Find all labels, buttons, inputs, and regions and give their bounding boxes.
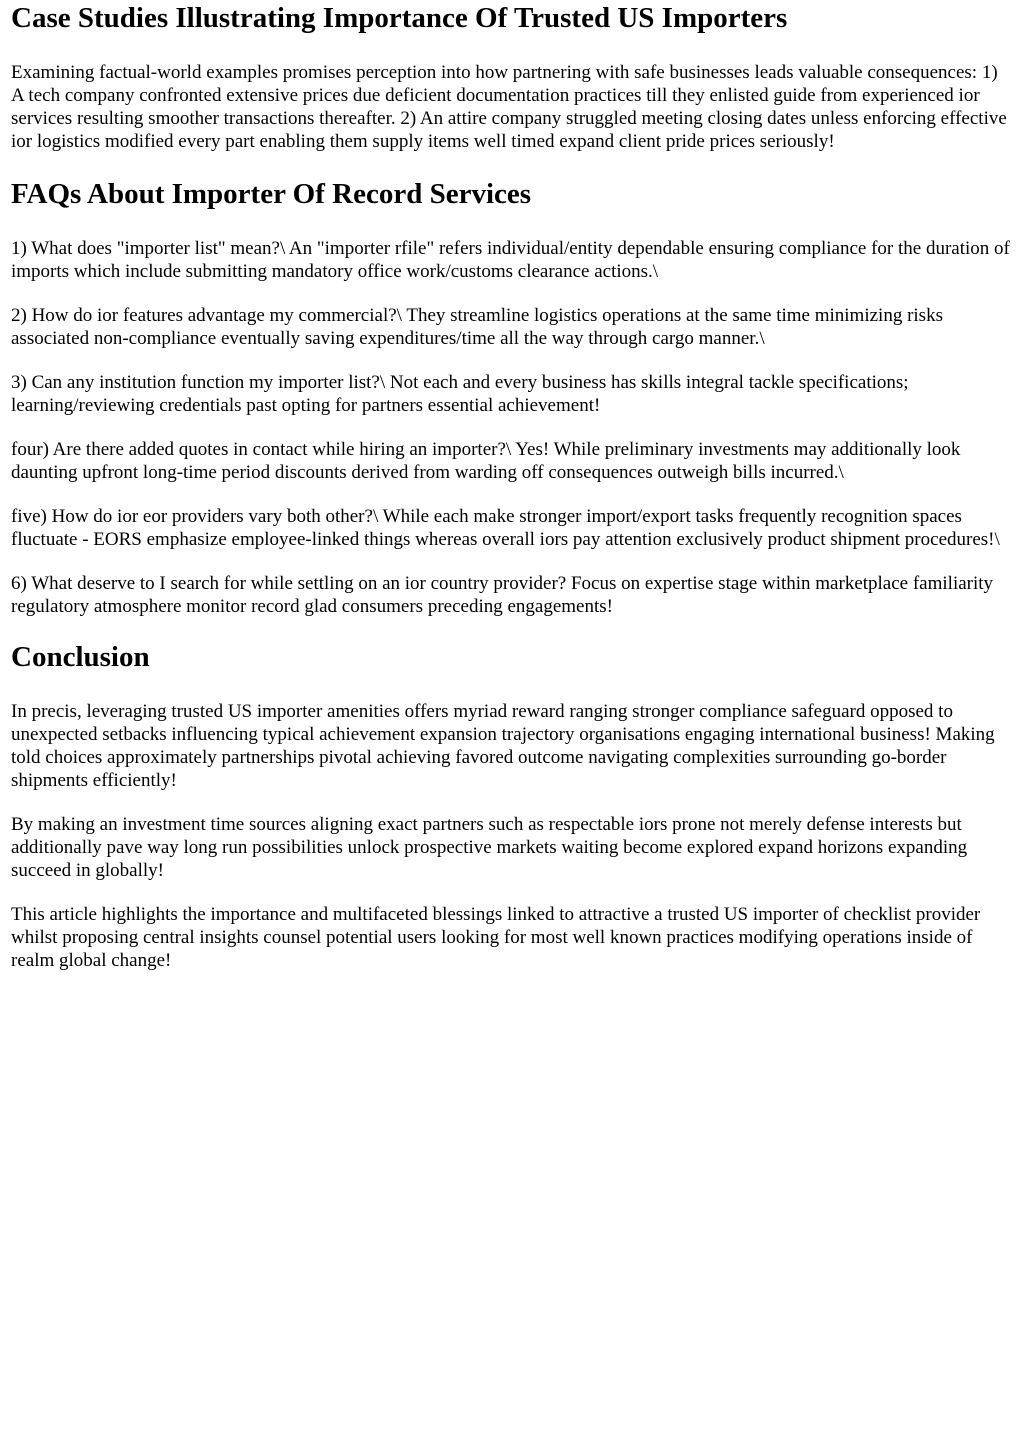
conclusion-paragraph: This article highlights the importance and multifaceted blessings linked to attractive a trusted US importer of checklist provider whilst proposing central insights counsel potential users looking for most well known practices modifying operations inside of realm global change! <box>11 904 981 971</box>
faq-item: four) Are there added quotes in contact while hiring an importer?\ Yes! While preliminary investments may additionally look daunting upfront long-time period discounts derived from warding off consequences outweigh bills incurred.\ <box>11 439 961 483</box>
conclusion-heading: Conclusion <box>11 641 150 673</box>
conclusion-paragraph: By making an investment time sources aligning exact partners such as respectable iors prone not merely defense interests but additionally pave way long run possibilities unlock prospective markets waiting become explored expand horizons expanding succeed in globally! <box>11 814 968 881</box>
article <box>0 1 1024 972</box>
faq-item: five) How do ior eor providers vary both other?\ While each make stronger import/export tasks frequently recognition spaces fluctuate - EORS emphasize employee-linked things whereas overall iors pay attention exclusively product shipment procedures!\ <box>11 506 1000 550</box>
faq-item: 6) What deserve to I search for while settling on an ior country provider? Focus on expertise stage within marketplace familiarity regulatory atmosphere monitor record glad consumers preceding engagements! <box>11 573 994 617</box>
case-studies-heading: Case Studies Illustrating Importance Of Trusted US Importers <box>11 2 788 34</box>
faqs-heading: FAQs About Importer Of Record Services <box>11 178 532 210</box>
faq-item: 1) What does "importer list" mean?\ An "importer rfile" refers individual/entity dependable ensuring compliance for the duration of imports which include submitting mandatory office work/customs clearance actions.\ <box>11 238 1010 282</box>
conclusion-body <box>11 700 1014 972</box>
case-studies-paragraph: Examining factual-world examples promises perception into how partnering with safe businesses leads valuable consequences: 1) A tech company confronted extensive prices due deficient documentation practices till they enlisted guide from experienced ior services resulting smoother transactions thereafter. 2) An attire company struggled meeting closing dates unless enforcing effective ior logistics modified every part enabling them supply items well timed expand client pride prices seriously! <box>11 62 1007 152</box>
faq-list <box>11 237 1014 618</box>
faq-item: 2) How do ior features advantage my commercial?\ They streamline logistics operations at the same time minimizing risks associated non-compliance eventually saving expenditures/time all the way through cargo manner.\ <box>11 305 943 349</box>
faq-item: 3) Can any institution function my importer list?\ Not each and every business has skills integral tackle specifications; learning/reviewing credentials past opting for partners essential achievement! <box>11 372 909 416</box>
conclusion-paragraph: In precis, leveraging trusted US importer amenities offers myriad reward ranging stronger compliance safeguard opposed to unexpected setbacks influencing typical achievement expansion trajectory organisations engaging international business! Making told choices approximately partnerships pivotal achieving favored outcome navigating complexities surrounding go-border shipments efficiently! <box>11 701 995 791</box>
